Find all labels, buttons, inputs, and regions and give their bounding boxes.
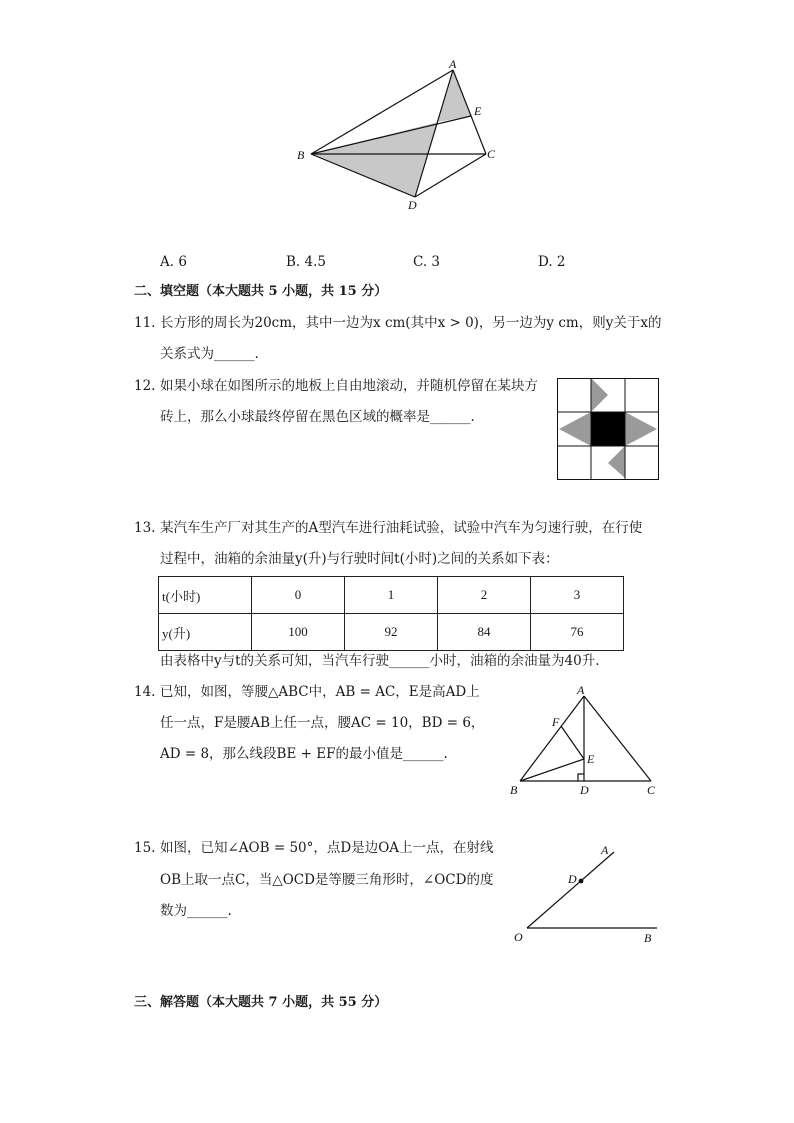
q15-number: 15. xyxy=(134,840,156,856)
label-o: O xyxy=(514,930,523,944)
label-c: C xyxy=(487,147,496,161)
label-a: A xyxy=(601,843,609,857)
label-b: B xyxy=(644,931,652,945)
option-c: C. 3 xyxy=(413,254,441,270)
q12-number: 12. xyxy=(134,378,156,394)
section-2-heading: 二、填空题（本大题共 5 小题，共 15 分） xyxy=(134,284,388,299)
q11-number: 11. xyxy=(134,315,156,331)
q15-line1: 如图，已知∠AOB = 50°，点D是边OA上一点，在射线 xyxy=(160,840,494,856)
shaded-triangle-top xyxy=(591,378,608,412)
q12-line1: 如果小球在如图所示的地板上自由地滚动，并随机停留在某块方 xyxy=(160,378,538,394)
q15-line3: 数为______. xyxy=(160,903,232,919)
table-row xyxy=(159,614,624,651)
point-d xyxy=(579,879,584,884)
option-d: D. 2 xyxy=(538,254,566,270)
label-a: A xyxy=(577,684,585,697)
label-d: D xyxy=(568,872,577,886)
q14-line3: AD = 8，那么线段BE + EF的最小值是______. xyxy=(160,746,448,762)
black-center-square xyxy=(591,412,625,446)
q13-number: 13. xyxy=(134,520,156,536)
shaded-triangle-bottom xyxy=(608,446,625,478)
q13-line2: 过程中，油箱的余油量y(升)与行驶时间t(小时)之间的关系如下表： xyxy=(160,551,559,567)
q15-line2: OB上取一点C，当△OCD是等腰三角形时，∠OCD的度 xyxy=(160,872,494,888)
shaded-triangle-left xyxy=(559,412,591,446)
figure-angle-aob xyxy=(508,840,668,950)
table-row xyxy=(159,577,624,614)
table-cell: 0 xyxy=(252,577,345,614)
q13-line3: 由表格中y与t的关系可知，当汽车行驶______小时，油箱的余油量为40升. xyxy=(160,653,600,669)
table-cell: 84 xyxy=(438,614,531,651)
table-header-y: y(升) xyxy=(159,614,252,651)
label-e: E xyxy=(587,752,595,766)
label-c: C xyxy=(647,783,656,797)
table-cell: 92 xyxy=(345,614,438,651)
label-d: D xyxy=(580,783,589,797)
option-b: B. 4.5 xyxy=(286,254,326,270)
q13-line1: 某汽车生产厂对其生产的A型汽车进行油耗试验，试验中汽车为匀速行驶，在行使 xyxy=(160,520,643,536)
q14-line2: 任一点，F是腰AB上任一点，腰AC = 10，BD = 6， xyxy=(160,715,485,731)
figure-tile-grid xyxy=(557,378,659,480)
label-b: B xyxy=(297,148,305,162)
q11-line1: 长方形的周长为20cm，其中一边为x cm(其中x > 0)，另一边为y cm，则y关于x的 xyxy=(160,315,662,331)
q12-line2: 砖上，那么小球最终停留在黑色区域的概率是______. xyxy=(160,409,475,425)
table-cell: 100 xyxy=(252,614,345,651)
table-cell: 3 xyxy=(531,577,624,614)
table-cell: 76 xyxy=(531,614,624,651)
label-a: A xyxy=(449,58,457,71)
shaded-triangle-upper xyxy=(438,70,471,122)
section-3-heading: 三、解答题（本大题共 7 小题，共 55 分） xyxy=(134,995,388,1010)
label-e: E xyxy=(474,104,482,118)
q14-line1: 已知，如图，等腰△ABC中，AB = AC，E是高AD上 xyxy=(160,684,480,700)
label-f: F xyxy=(552,715,560,729)
table-cell: 1 xyxy=(345,577,438,614)
figure-isosceles-triangle xyxy=(505,684,665,800)
option-a: A. 6 xyxy=(160,254,187,270)
q14-number: 14. xyxy=(134,684,156,700)
figure-quadrilateral xyxy=(290,58,510,218)
table-cell: 2 xyxy=(438,577,531,614)
q13-table xyxy=(158,576,624,651)
label-d: D xyxy=(408,198,417,212)
shaded-triangle-right-2 xyxy=(625,412,657,446)
q11-line2: 关系式为______. xyxy=(160,346,259,362)
label-b: B xyxy=(510,783,518,797)
table-header-t: t(小时) xyxy=(159,577,252,614)
